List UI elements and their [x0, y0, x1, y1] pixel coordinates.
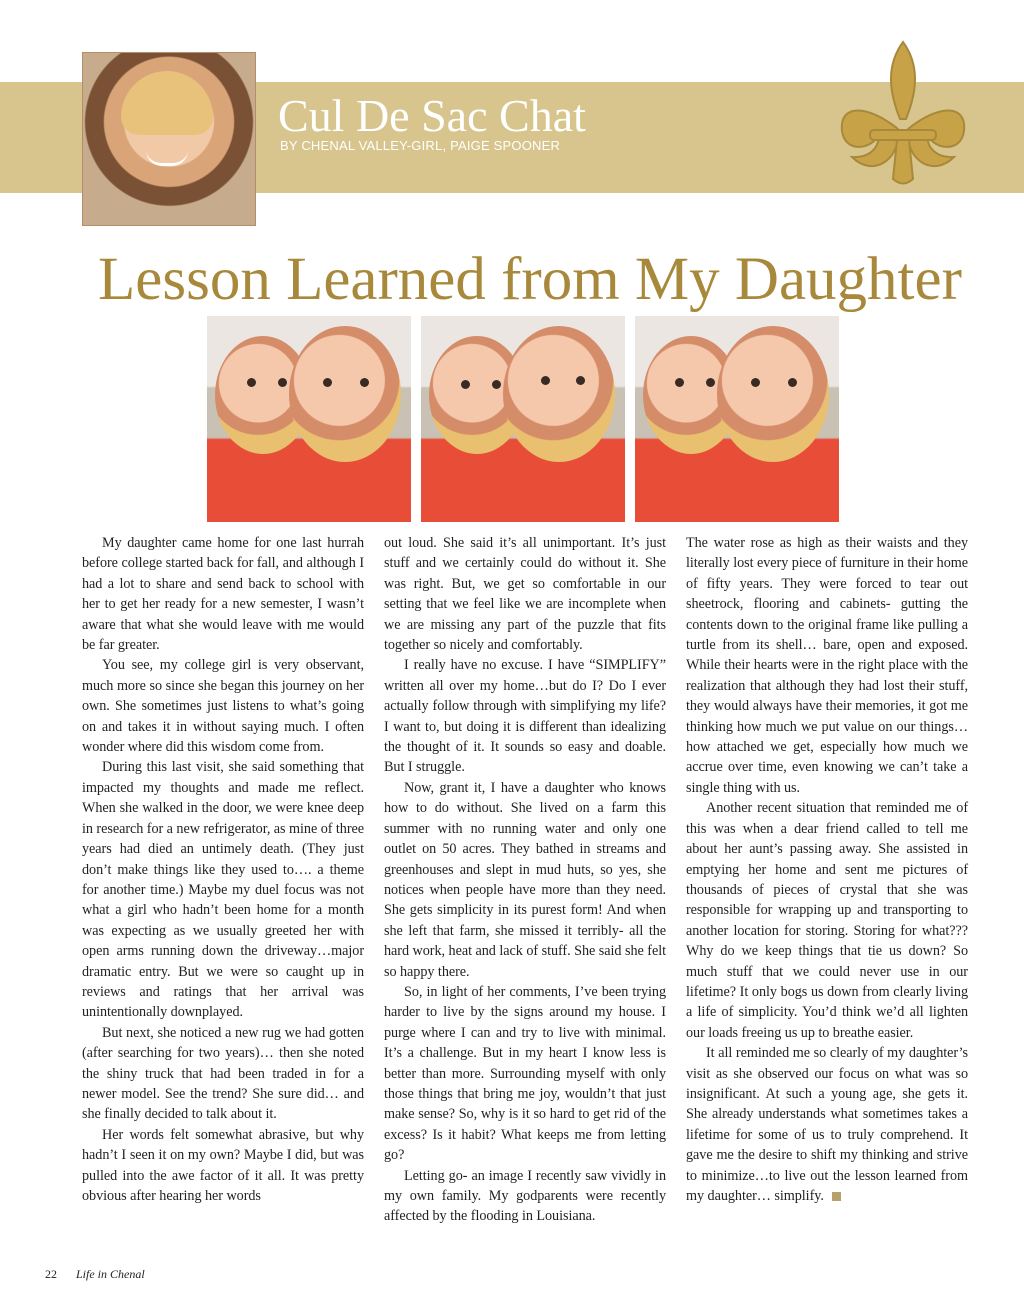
article-body [82, 533, 969, 1228]
paragraph: So, in light of her comments, I’ve been trying harder to live by the signs around my house. I purge where I can and try to live with minimal. It’s a challenge. But in my heart I know less is better than more. Surrounding myself with only those things that bring me joy, wouldn’t that just make sense? So, why is it so hard to get rid of the excess? Is it habit? What keeps me from letting go? [384, 983, 666, 1164]
paragraph: Another recent situation that reminded me of this was when a dear friend called to tell me about her aunt’s passing away. She assisted in emptying her home and sent me pictures of thousands of pieces of crystal that she was responsible for wrapping up and transporting to another location for storing. Storing for what??? Why do we keep things that tie us down? So much stuff that we could never use in our lifetime? It only bogs us down from clearly living a life of simplicity. You’d think we’d all lighten our loads freeing us up to breathe easier. [686, 800, 968, 1041]
mother-daughter-photo-1 [207, 316, 411, 522]
paragraph: My daughter came home for one last hurrah before college started back for fall, and although I had a lot to share and send back to school with her to get her ready for a new semester, I wasn’t aware that what she would leave with me would be far greater. [82, 535, 364, 654]
paragraph: You see, my college girl is very observant, much more so since she began this journey on her own. She sometimes just listens to what’s going on and takes it in without saying much. I often wonder where did this wisdom come from. [82, 657, 364, 756]
fleur-de-lis-logo [822, 34, 984, 190]
article-column-3 [686, 533, 968, 1228]
paragraph: Letting go- an image I recently saw vividly in my own family. My godparents were recently affected by the flooding in Louisiana. [384, 1167, 666, 1225]
article-column-2 [384, 533, 666, 1228]
byline: BY CHENAL VALLEY-GIRL, PAIGE SPOONER [280, 138, 561, 153]
paragraph [686, 1043, 968, 1206]
publication-name: Life in Chenal [76, 1267, 145, 1281]
paragraph: Now, grant it, I have a daughter who knows how to do without. She lived on a farm this summer with no running water and only one outlet on 50 acres. They bathed in streams and greenhouses and slept in mud huts, so yes, she notices when people have more than they need. She gets simplicity in its purest form! And when she left that farm, she missed it terribly- all the hard work, heat and lack of stuff. She said she felt so happy there. [384, 779, 666, 980]
series-title: Cul De Sac Chat [278, 90, 586, 141]
page-number: 22 [45, 1267, 57, 1281]
article-column-1 [82, 533, 364, 1228]
paragraph: But next, she noticed a new rug we had gotten (after searching for two years)… then she noted the shiny truck that had been traded in for a newer model. See the trend? She sure did… and she finally decided to talk about it. [82, 1024, 364, 1123]
mother-daughter-photo-3 [635, 316, 839, 522]
paragraph: I really have no excuse. I have “SIMPLIFY” written all over my home…but do I? Do I ever actually follow through with simplifying my life? I want to, but doing it is different than idealizing the thought of it. It sounds so easy and doable. But I struggle. [384, 657, 666, 776]
paragraph: During this last visit, she said something that impacted my thoughts and made me reflect. When she walked in the door, we were knee deep in research for a new refrigerator, as mine of three years had died an untimely death. (They just don’t make things like they used to…. a theme for another time.) Maybe my duel focus was not what a girl who hadn’t been home for a month was expecting as we usually greeted her with open arms running down the driveway…major dramatic entry. But we were so caught up in reviews and ratings that her arrival was unintentionally downplayed. [82, 759, 365, 1021]
paragraph: The water rose as high as their waists and they literally lost every piece of furniture in their home of fifty years. They were forced to tear out sheetrock, flooring and cabinets- gutting the contents down to the original frame like pulling a turtle from its shell… bare, open and exposed. While their hearts were in the right place with the realization that although they had lost their stuff, they would always have their memories, it got me thinking how much we put value on our things…how attached we get, especially how much we accrue over time, even knowing we can’t take a single thing with us. [686, 535, 968, 796]
paragraph: Her words felt somewhat abrasive, but why hadn’t I seen it on my own? Maybe I did, but was pulled into the awe factor of it all. It was pretty obvious after hearing her words [82, 1126, 364, 1204]
author-photo [82, 52, 256, 226]
end-mark-icon [832, 1192, 841, 1201]
paragraph: out loud. She said it’s all unimportant. It’s just stuff and we certainly could do without it. She was right. But, we get so comfortable in our setting that we feel like we are incomplete when we are missing any part of the puzzle that fits together so nicely and comfortably. [384, 535, 666, 654]
final-paragraph-text: It all reminded me so clearly of my daughter’s visit as she observed our focus on what was so insignificant. At such a young age, she gets it. She already understands what sometimes takes a lifetime for some of us to truly comprehend. It gave me the desire to shift my thinking and strive to minimize…to live out the lesson learned from my daughter… simplify. [686, 1045, 968, 1204]
mother-daughter-photo-2 [421, 316, 625, 522]
article-headline: Lesson Learned from My Daughter [98, 246, 962, 313]
photo-strip [207, 316, 841, 522]
